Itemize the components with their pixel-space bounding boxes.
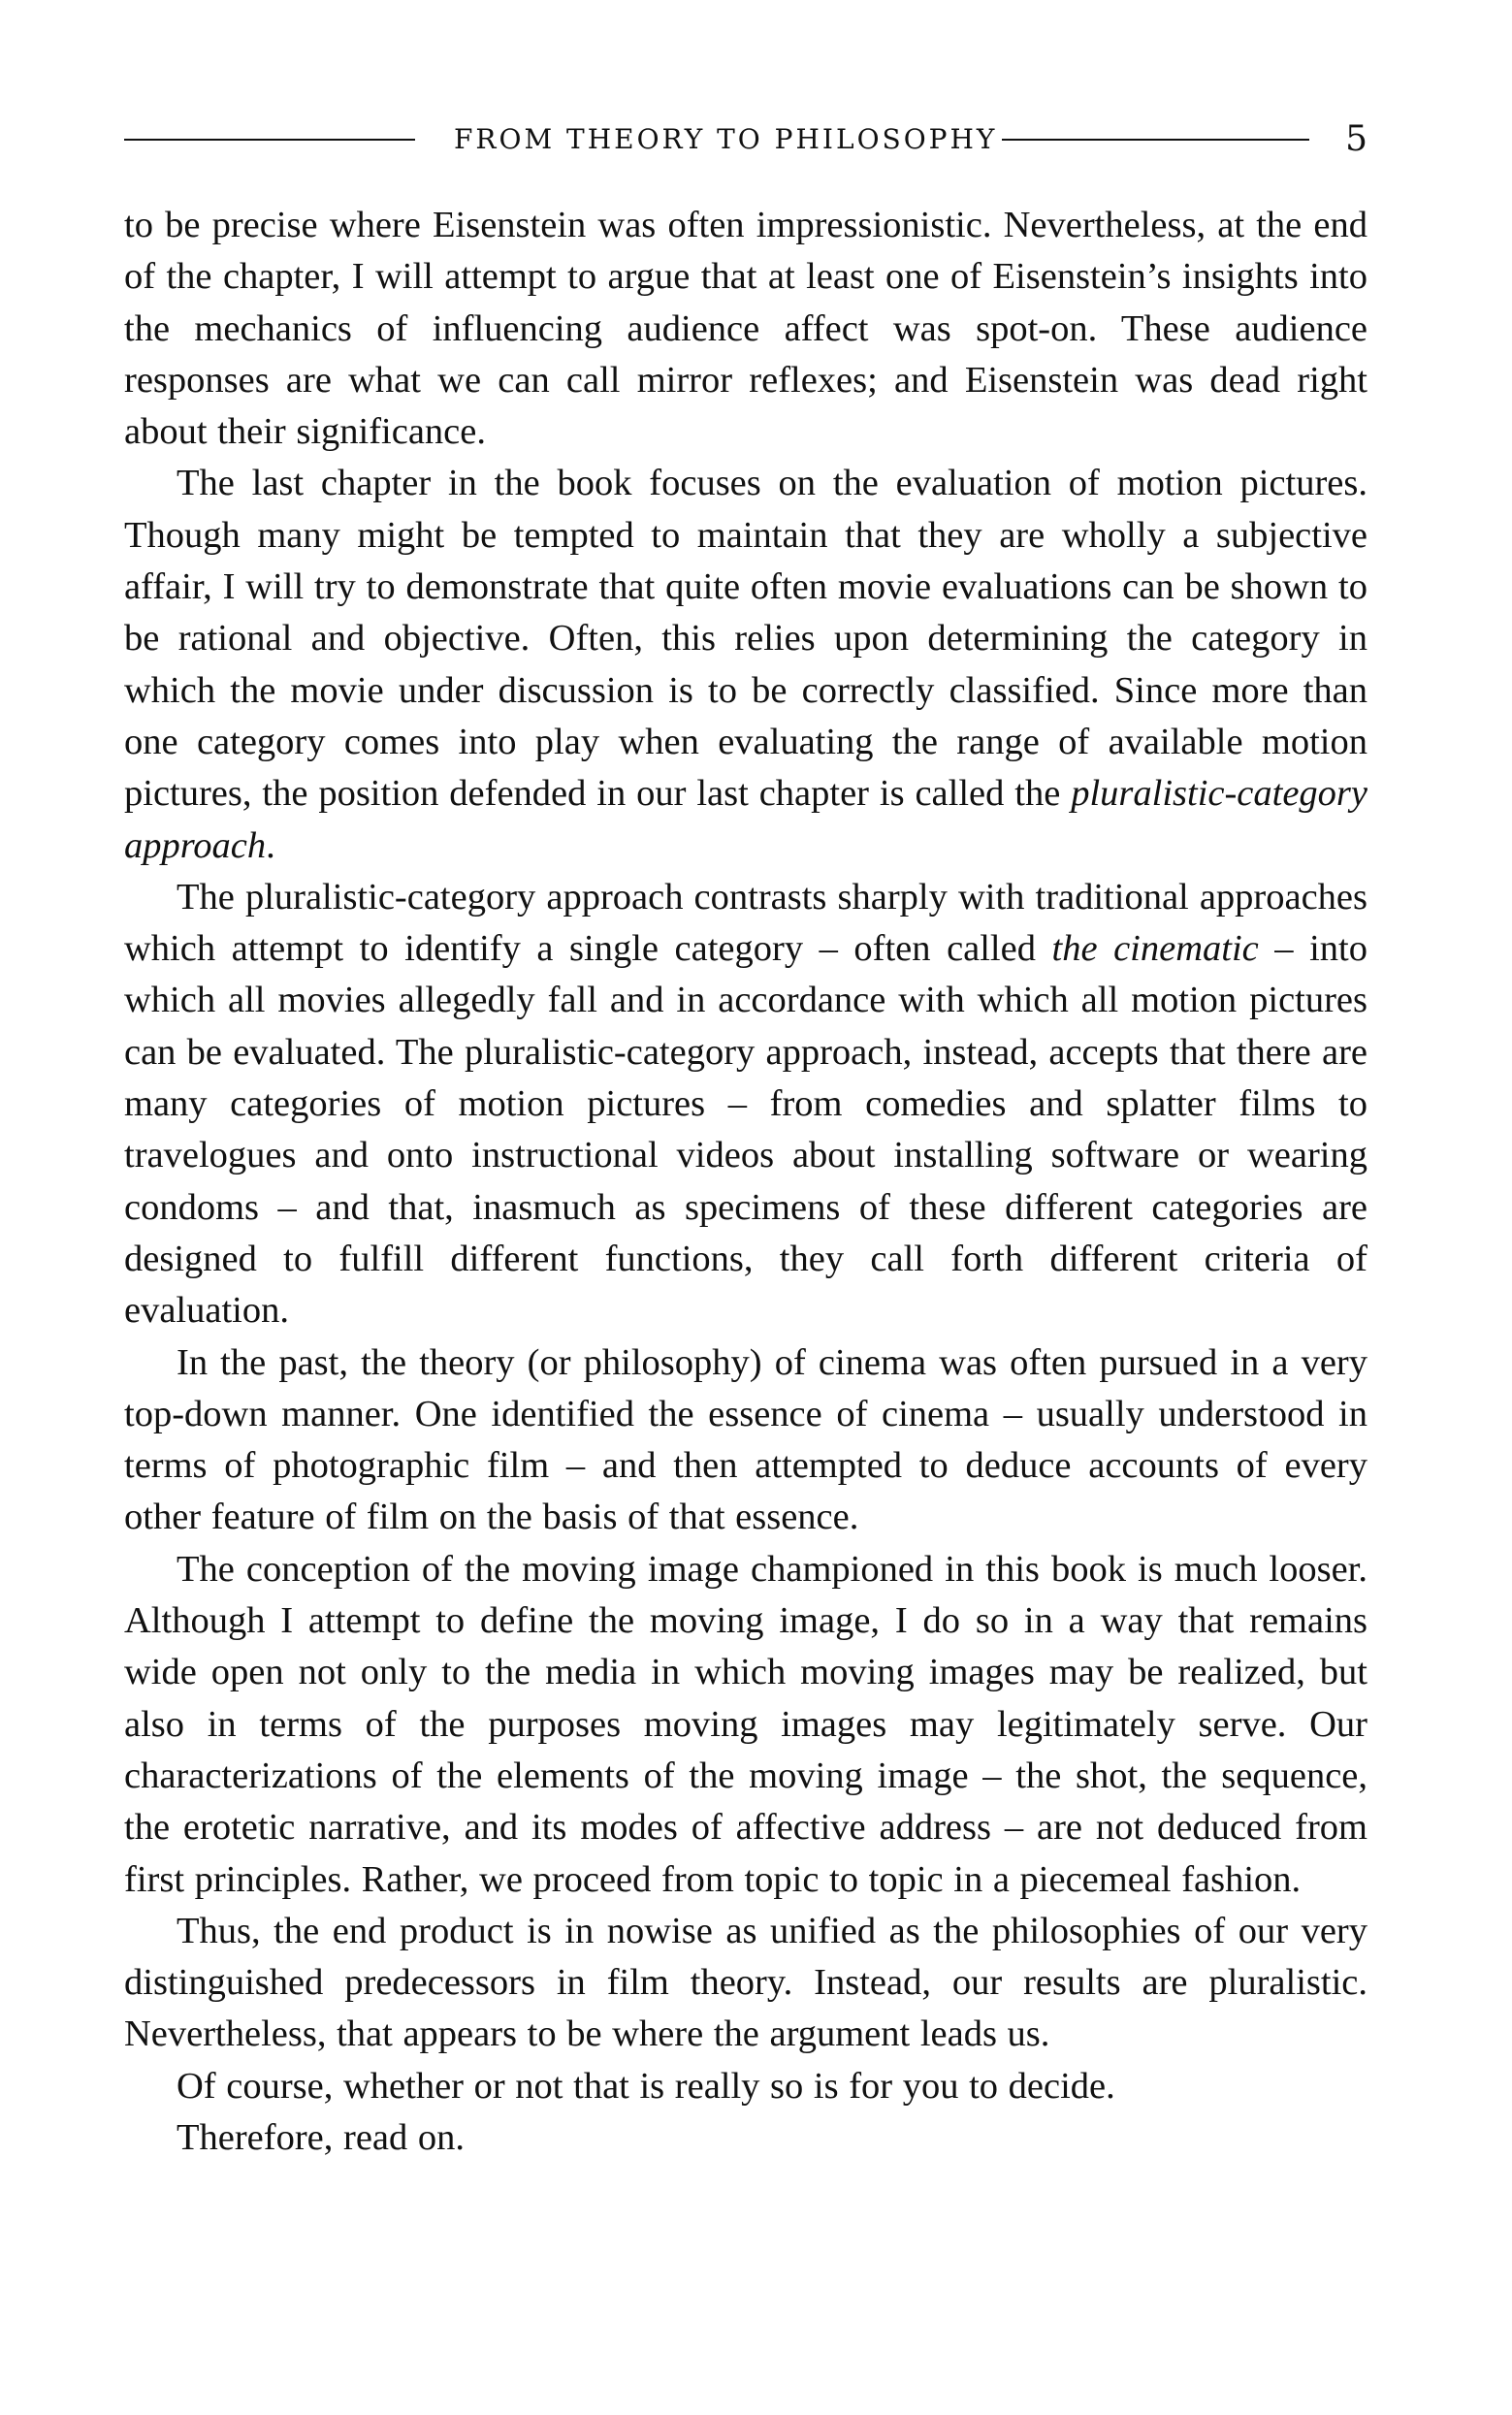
paragraph-text: The conception of the moving image championed in this book is much looser. Although I attempt to define the moving image, I do so in a way that remains wide open not only to the media in which moving images may be realized, but also in terms of the purposes moving images may legitimately serve. Our characterizations of the elements of the moving image – the shot, the sequence, the erotetic narrative, and its modes of affective address – are not deduced from first principles. Rather, we proceed from topic to topic in a piecemeal fashion.	[124, 1548, 1367, 1900]
running-head-title: FROM THEORY TO PHILOSOPHY	[454, 123, 998, 155]
header-rule-left	[124, 139, 415, 141]
paragraph-evaluation	[124, 458, 1367, 871]
paragraph-pluralistic	[124, 872, 1367, 1337]
running-head	[124, 120, 1367, 159]
paragraph-end-product	[124, 1906, 1367, 2061]
paragraph-text: The pluralistic-category approach contrasts sharply with traditional approaches which attempt to identify a single category – often called	[124, 876, 1367, 970]
italic-term: pluralistic-category approach	[124, 773, 1367, 866]
header-rule-right	[1002, 139, 1309, 141]
paragraph-text: .	[266, 824, 275, 866]
paragraph-continuation	[124, 200, 1367, 458]
paragraph-text: – into which all movies allegedly fall and in accordance with which all motion pictures can be evaluated. The pluralistic-category approach, instead, accepts that there are many categories of motion pictures – from comedies and splatter films to travelogues and onto instructional videos about installing software or wearing condoms – and that, inasmuch as specimens of these different categories are designed to fulfill different functions, they call forth different criteria of evaluation.	[124, 928, 1367, 1332]
paragraph-conception	[124, 1544, 1367, 1906]
body-text	[124, 200, 1367, 2164]
page-number: 5	[1345, 119, 1367, 159]
paragraph-text: In the past, the theory (or philosophy) of cinema was often pursued in a very top-down manner. One identified the essence of cinema – usually understood in terms of photographic film – and then attempted to deduce accounts of every other feature of film on the basis of that essence.	[124, 1341, 1367, 1538]
paragraph-text: Therefore, read on.	[177, 2116, 465, 2158]
italic-term: the cinematic	[1051, 928, 1259, 970]
paragraph-decide	[124, 2061, 1367, 2112]
paragraph-text: Of course, whether or not that is really so is for you to decide.	[177, 2065, 1115, 2107]
paragraph-text: The last chapter in the book focuses on the evaluation of motion pictures. Though many might be tempted to maintain that they are wholly a subjective affair, I will try to demonstrate that quite often movie evaluations can be shown to be rational and objective. Often, this relies upon determining the category in which the movie under discussion is to be correctly classified. Since more than one category comes into play when evaluating the range of available motion pictures, the position defended in our last chapter is called the	[124, 463, 1367, 815]
paragraph-past-theory	[124, 1337, 1367, 1544]
paragraph-read-on	[124, 2112, 1367, 2164]
paragraph-text: Thus, the end product is in nowise as unified as the philosophies of our very distinguished predecessors in film theory. Instead, our results are pluralistic. Nevertheless, that appears to be where the argument leads us.	[124, 1910, 1367, 2055]
paragraph-text: to be precise where Eisenstein was often impressionistic. Nevertheless, at the end of the chapter, I will attempt to argue that at least one of Eisenstein’s insights into the mechanics of influencing audience affect was spot-on. These audience responses are what we can call mirror reflexes; and Eisenstein was dead right about their significance.	[124, 205, 1367, 453]
